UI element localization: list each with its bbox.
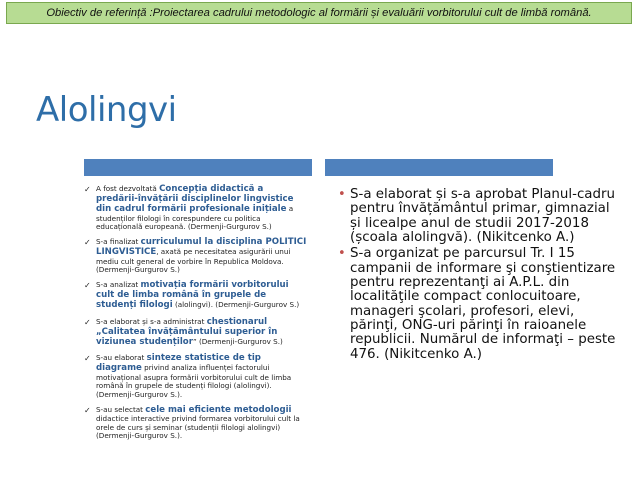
item-text-bold: cele mai eficiente metodologii bbox=[145, 404, 292, 415]
list-item-text: S-a elaborat și s-a aprobat Planul-cadru pentru învățământul primar, gimnazial și licealpe anul de studii 2017-2018 (școala alolingvă). (Nikitcenko A.) bbox=[350, 187, 616, 246]
bullet-dot-icon: • bbox=[338, 187, 346, 202]
objective-banner-text: Obiectiv de referință :Proiectarea cadrului metodologic al formării și evaluării vorbitorului cult de limbă română. bbox=[46, 7, 592, 19]
list-item-text bbox=[96, 238, 308, 275]
checkmark-icon: ✓ bbox=[84, 317, 91, 327]
list-item-text bbox=[96, 354, 308, 399]
item-text-bold: sinteze statistice de tip diagrame bbox=[96, 353, 261, 373]
item-text-pre: S-au elaborat bbox=[96, 353, 147, 363]
item-text-post: ” (Dermenji-Gurgurov S.) bbox=[192, 336, 283, 346]
item-text-bold: curriculumul la disciplina POLITICI LINGVISTICE bbox=[96, 237, 307, 258]
objective-banner bbox=[6, 2, 632, 24]
item-text-bold: motivația formării vorbitorului cult de limba română în grupele de studenți filologi bbox=[96, 280, 289, 311]
item-text-bold: Concepția didactică a predării-învățării disciplinelor lingvistice din cadrul formării profesionale inițiale bbox=[96, 184, 294, 214]
item-text-pre: S-a analizat bbox=[96, 280, 141, 290]
left-column-list bbox=[84, 185, 308, 447]
list-item-text bbox=[96, 185, 308, 232]
list-item bbox=[338, 247, 623, 362]
list-item-text bbox=[96, 318, 308, 348]
item-text-pre: S-a finalizat bbox=[96, 237, 141, 247]
list-item bbox=[84, 318, 308, 348]
list-item-text bbox=[96, 406, 308, 441]
item-text-pre: S-au selectat bbox=[96, 404, 146, 414]
item-text-post: a studenților filologi în corespundere cu politica educațională europeană. (Dermenji-Gurgurov S.) bbox=[96, 203, 294, 232]
list-item bbox=[84, 281, 308, 311]
item-text-post: privind analiza influenței factorului motivațional asupra formării vorbitorului cult de limba română în grupele de studenți filologi (alolingvi). (Dermenji-Gurgurov S.). bbox=[96, 363, 292, 399]
right-column-header-bar bbox=[325, 159, 553, 176]
item-text-pre: A fost dezvoltată bbox=[96, 184, 160, 193]
item-text-post: didactice interactive privind formarea vorbitorului cult la orele de curs și seminar (studenții filologi alolingvi) (Dermenji-Gurgurov S.). bbox=[96, 414, 300, 441]
item-text-post: , axată pe necesitatea asigurării unui mediu cult general de vorbire în Republica Moldova. (Dermenji-Gurgurov S.) bbox=[96, 247, 291, 275]
checkmark-icon: ✓ bbox=[84, 354, 91, 364]
checkmark-icon: ✓ bbox=[84, 185, 91, 194]
list-item bbox=[84, 406, 308, 441]
left-column-header-bar bbox=[84, 159, 312, 176]
list-item-text bbox=[96, 281, 308, 311]
item-text-post: (alolingvi). (Dermenji-Gurgurov S.) bbox=[172, 300, 300, 310]
list-item bbox=[84, 185, 308, 232]
item-text-pre: S-a elaborat și s-a administrat bbox=[96, 316, 207, 326]
slide-title: Alolingvi bbox=[36, 90, 177, 130]
list-item bbox=[84, 354, 308, 399]
item-text-bold: chestionarul „Calitatea învățământului superior în viziunea studenților bbox=[96, 316, 278, 347]
checkmark-icon: ✓ bbox=[84, 405, 91, 415]
right-column-list bbox=[338, 188, 623, 364]
checkmark-icon: ✓ bbox=[84, 281, 91, 291]
list-item bbox=[338, 188, 623, 245]
bullet-dot-icon: • bbox=[338, 246, 346, 262]
checkmark-icon: ✓ bbox=[84, 238, 91, 248]
list-item bbox=[84, 238, 308, 275]
list-item-text: S-a organizat pe parcursul Tr. I 15 campanii de informare şi conştientizare pentru reprezentanţi ai A.P.L. din localităţile compact conlocuitoare, manageri şcolari, profesori, elevi, părinţi, ONG-uri părinţi în raioanele republicii. Numărul de informaţi – peste 476. (Nikitcenko A.) bbox=[350, 246, 616, 362]
